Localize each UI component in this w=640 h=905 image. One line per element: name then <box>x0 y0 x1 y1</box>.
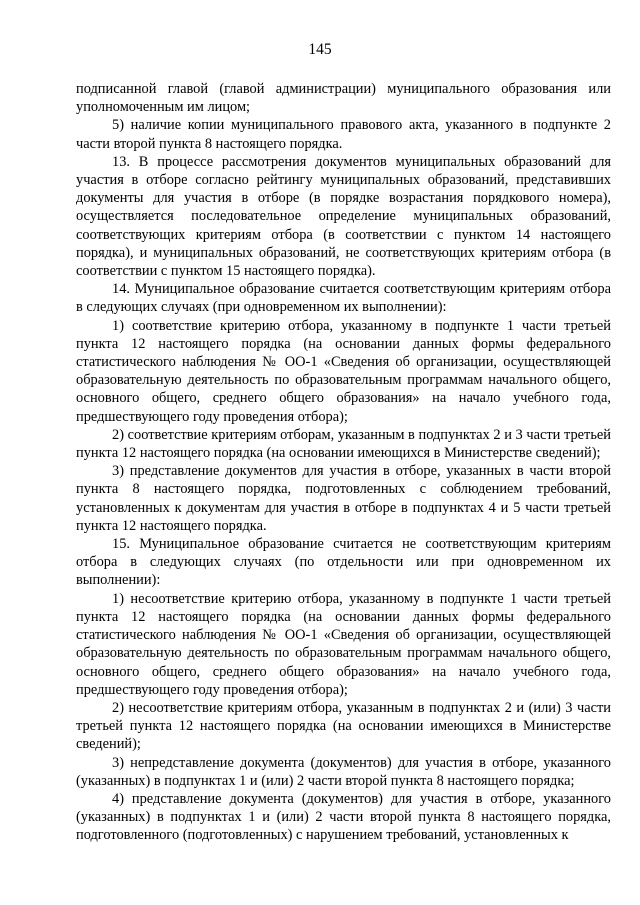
paragraph-15-item-4: 4) представление документа (документов) для участия в отборе, указанного (указанных) в подпунктах 1 и (или) 2 части второй пункта 8 настоящего порядка, подготовленного (подготовленных) с нарушением требований, установленных к <box>76 790 611 844</box>
paragraph-14: 14. Муниципальное образование считается соответствующим критериям отбора в следующих случаях (при одновременном их выполнении): <box>76 281 611 316</box>
paragraph-continuation: подписанной главой (главой администрации) муниципального образования или уполномоченным им лицом; <box>76 81 611 116</box>
paragraph-15-item-2: 2) несоответствие критериям отбора, указанным в подпунктах 2 и (или) 3 части третьей пункта 12 настоящего порядка (на основании имеющихся в Министерстве сведений); <box>76 699 611 753</box>
paragraph-15: 15. Муниципальное образование считается не соответствующим критериям отбора в следующих случаях (по отдельности или при одновременном их выполнении): <box>76 536 611 589</box>
paragraph-14-item-3: 3) представление документов для участия в отборе, указанных в части второй пункта 8 настоящего порядка, подготовленных с соблюдением требований, установленных к документам для участия в отборе в подпунктах 4 и 5 части третьей пункта 12 настоящего порядка. <box>76 463 611 534</box>
paragraph-15-item-3: 3) непредставление документа (документов) для участия в отборе, указанного (указанных) в подпунктах 1 и (или) 2 части второй пункта 8 настоящего порядка; <box>76 754 611 789</box>
paragraph-15-item-1: 1) несоответствие критерию отбора, указанному в подпункте 1 части третьей пункта 12 настоящего порядка (на основании данных формы федерального статистического наблюдения № ОО-1 «Сведения об организации, осуществляющей образовательную деятельность по образовательным программам начального общего, основного общего, среднего общего образования» на начало учебного года, предшествующего году проведения отбора); <box>76 590 611 698</box>
page-number: 145 <box>308 41 332 58</box>
document-body <box>76 80 611 845</box>
paragraph-14-item-1: 1) соответствие критерию отбора, указанному в подпункте 1 части третьей пункта 12 настоящего порядка (на основании данных формы федерального статистического наблюдения № ОО-1 «Сведения об организации, осуществляющей образовательную деятельность по образовательным программам начального общего, основного общего, среднего общего образования» на начало учебного года, предшествующего году проведения отбора); <box>76 317 611 425</box>
paragraph-item-5: 5) наличие копии муниципального правового акта, указанного в подпункте 2 части второй пункта 8 настоящего порядка. <box>76 117 611 152</box>
paragraph-13: 13. В процессе рассмотрения документов муниципальных образований для участия в отборе согласно рейтингу муниципальных образований, представивших документы для участия в отборе (в порядке возрастания порядкового номера), осуществляется последовательное определение муниципальных образований, соответствующих критериям отбора (в соответствии с пунктом 14 настоящего порядка), и муниципальных образований, не соответствующих критериям отбора (в соответствии с пунктом 15 настоящего порядка). <box>76 153 611 280</box>
paragraph-14-item-2: 2) соответствие критериям отборам, указанным в подпунктах 2 и 3 части третьей пункта 12 настоящего порядка (на основании имеющихся в Министерстве сведений); <box>76 426 611 462</box>
